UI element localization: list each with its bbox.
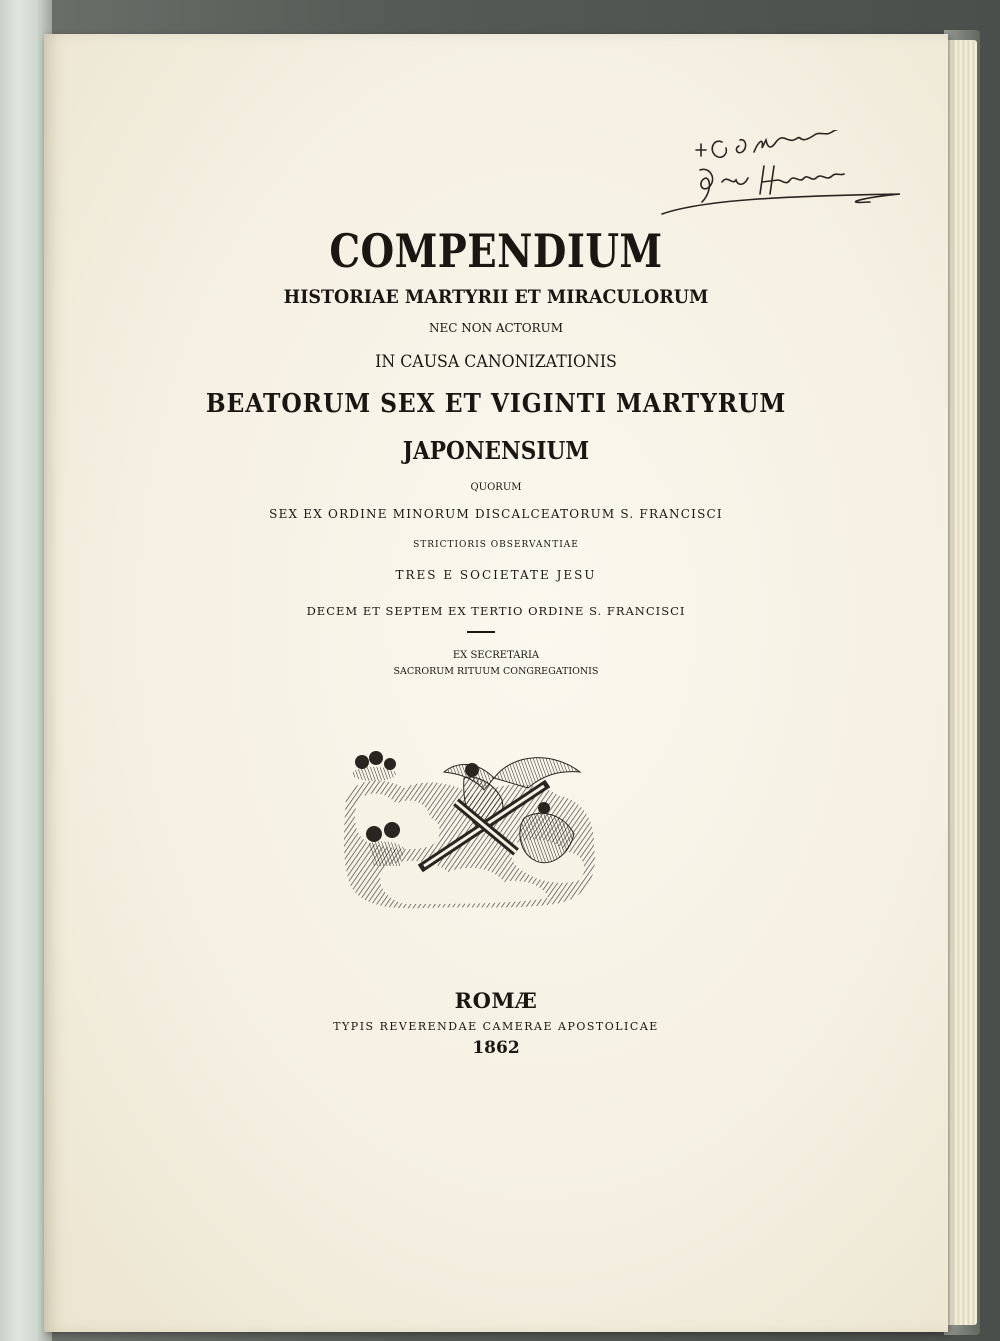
subtitle-beatorum: BEATORUM SEX ET VIGINTI MARTYRUM bbox=[205, 389, 787, 419]
imprint-city: ROMÆ bbox=[454, 988, 538, 1013]
line-decem: DECEM ET SEPTEM EX TERTIO ORDINE S. FRANCISCI bbox=[306, 604, 686, 618]
line-ex-secretaria: EX SECRETARIA bbox=[452, 650, 540, 661]
angels-cross-engraving bbox=[344, 748, 600, 910]
subtitle-japonensium: JAPONENSIUM bbox=[402, 436, 590, 465]
line-quorum: QUORUM bbox=[470, 482, 522, 493]
line-strictioris: STRICTIORIS OBSERVANTIAE bbox=[413, 540, 579, 550]
subtitle-historiae: HISTORIAE MARTYRII ET MIRACULORUM bbox=[283, 286, 709, 308]
handwritten-inscription bbox=[644, 130, 914, 224]
imprint-printer: TYPIS REVERENDAE CAMERAE APOSTOLICAE bbox=[333, 1020, 659, 1033]
line-sex-ex-ordine: SEX EX ORDINE MINORUM DISCALCEATORUM S. FRANCISCI bbox=[269, 507, 723, 521]
imprint-year: 1862 bbox=[472, 1038, 520, 1058]
subtitle-causa: IN CAUSA CANONIZATIONIS bbox=[375, 352, 617, 372]
divider-rule bbox=[467, 631, 495, 633]
line-sacrorum: SACRORUM RITUUM CONGREGATIONIS bbox=[393, 666, 599, 677]
subtitle-nec-non: NEC NON ACTORUM bbox=[428, 321, 564, 335]
book-title: COMPENDIUM bbox=[329, 224, 663, 278]
line-tres: TRES E SOCIETATE JESU bbox=[395, 568, 597, 582]
